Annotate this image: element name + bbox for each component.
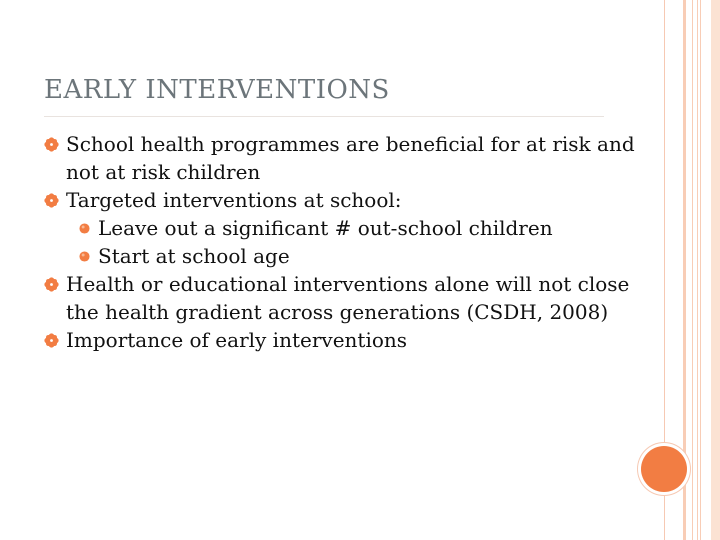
decorative-stripe <box>692 0 693 540</box>
decorative-stripe <box>700 0 701 540</box>
bullet-item <box>44 270 644 326</box>
gear-flower-icon <box>44 193 59 208</box>
bullet-text: Health or educational interventions alone will not close the health gradient across generations (CSDH, 2008) <box>66 272 630 324</box>
circle-bullet-icon <box>79 223 90 234</box>
bullet-list <box>44 130 644 354</box>
bullet-item <box>44 186 644 214</box>
gear-flower-icon <box>44 137 59 152</box>
sub-bullet-item <box>44 214 644 242</box>
slide-title: EARLY INTERVENTIONS <box>44 75 390 105</box>
gear-flower-icon <box>44 277 59 292</box>
bullet-text: Importance of early interventions <box>66 328 408 352</box>
bullet-text: School health programmes are beneficial for at risk and not at risk children <box>66 132 635 184</box>
gear-flower-icon <box>44 333 59 348</box>
title-divider <box>44 116 604 117</box>
decorative-circle <box>641 446 687 492</box>
sub-bullet-text: Start at school age <box>98 244 290 268</box>
sub-bullet-text: Leave out a significant # out-school children <box>98 216 553 240</box>
decorative-stripe <box>711 0 720 540</box>
sub-bullet-item <box>44 242 644 270</box>
circle-bullet-icon <box>79 251 90 262</box>
bullet-item <box>44 326 644 354</box>
decorative-stripe <box>697 0 698 540</box>
bullet-item <box>44 130 644 186</box>
bullet-text: Targeted interventions at school: <box>66 188 402 212</box>
